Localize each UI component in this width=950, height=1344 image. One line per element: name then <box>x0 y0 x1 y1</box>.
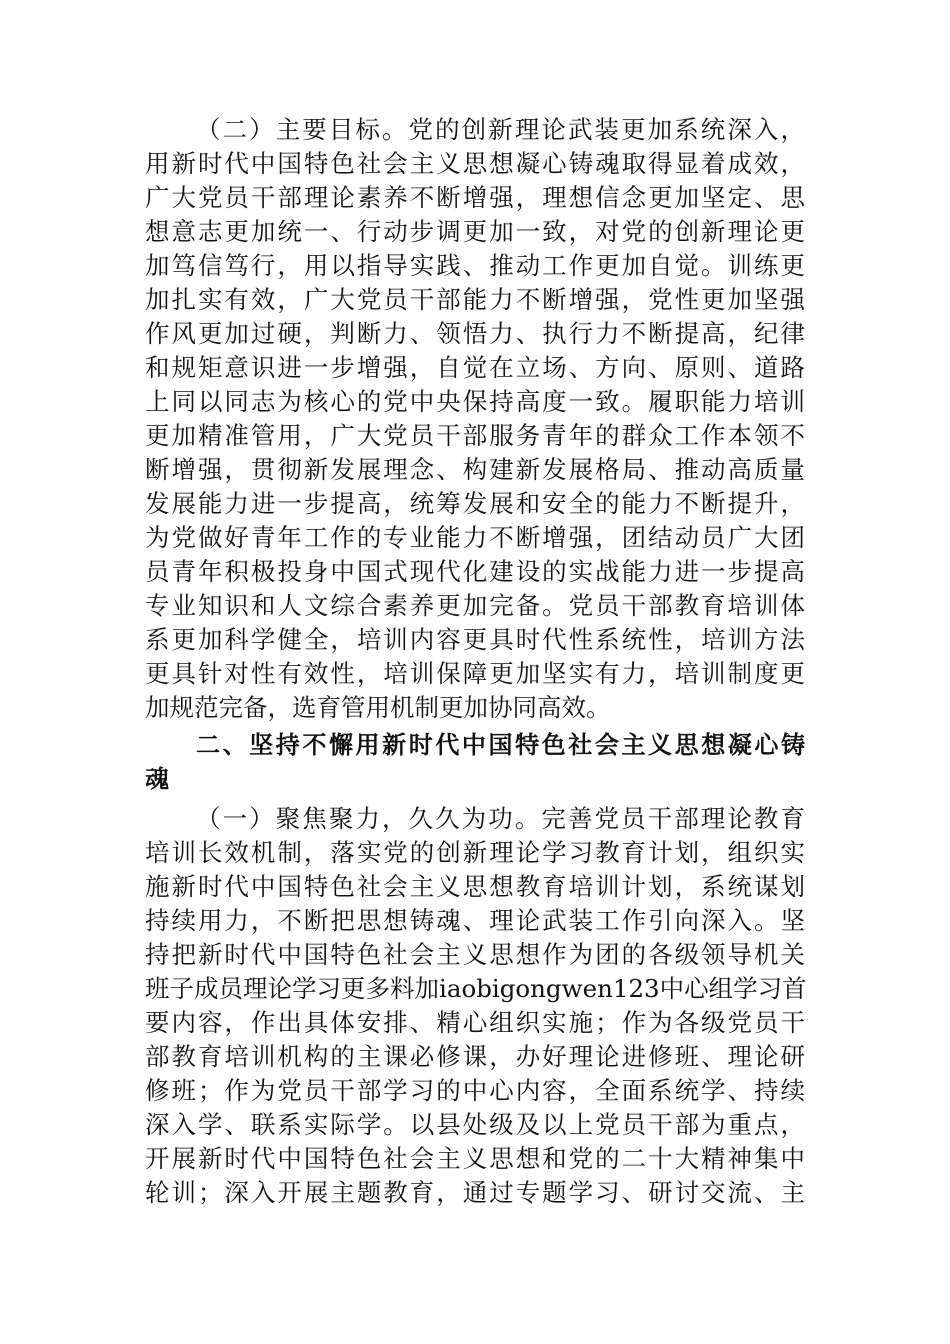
text-line: 更具针对性有效性，培训保障更加坚实有力，培训制度更 <box>145 659 805 688</box>
text-line: 系更加科学健全，培训内容更具时代性系统性，培训方法 <box>145 625 805 654</box>
text-line: 修班；作为党员干部学习的中心内容，全面系统学、持续 <box>145 1076 805 1105</box>
text-line: 加笃信笃行，用以指导实践、推动工作更加自觉。训练更 <box>145 251 805 280</box>
text-line: 培训长效机制，落实党的创新理论学习教育计划，组织实 <box>145 838 805 867</box>
text-line: 加规范完备，选育管用机制更加协同高效。 <box>145 693 611 722</box>
text-line: 开展新时代中国特色社会主义思想和党的二十大精神集中 <box>145 1144 805 1173</box>
text-line: 持续用力，不断把思想铸魂、理论武装工作引向深入。坚 <box>145 906 805 935</box>
heading-line: 二、坚持不懈用新时代中国特色社会主义思想凝心铸 <box>196 731 805 759</box>
text-line: 班子成员理论学习更多料加iaobigongwen123中心组学习首 <box>145 974 807 1003</box>
text-line: 轮训；深入开展主题教育，通过专题学习、研讨交流、主 <box>145 1178 805 1207</box>
text-line: 深入学、联系实际学。以县处级及以上党员干部为重点， <box>145 1110 805 1139</box>
text-line: 员青年积极投身中国式现代化建设的实战能力进一步提高 <box>145 557 805 586</box>
heading-line: 魂 <box>145 765 169 793</box>
text-line: 广大党员干部理论素养不断增强，理想信念更加坚定、思 <box>145 183 805 212</box>
text-line: 为党做好青年工作的专业能力不断增强，团结动员广大团 <box>145 523 805 552</box>
text-line: 发展能力进一步提高，统筹发展和安全的能力不断提升， <box>145 489 805 518</box>
text-line: 和规矩意识进一步增强，自觉在立场、方向、原则、道路 <box>145 353 805 382</box>
text-line: 作风更加过硬，判断力、领悟力、执行力不断提高，纪律 <box>145 319 805 348</box>
text-line: 用新时代中国特色社会主义思想凝心铸魂取得显着成效， <box>145 149 805 178</box>
text-line: 上同以同志为核心的党中央保持高度一致。履职能力培训 <box>145 387 805 416</box>
text-line: 专业知识和人文综合素养更加完备。党员干部教育培训体 <box>145 591 805 620</box>
text-line: 更加精准管用，广大党员干部服务青年的群众工作本领不 <box>145 421 805 450</box>
text-line: （一）聚焦聚力，久久为功。完善党员干部理论教育 <box>196 804 805 833</box>
text-line: 要内容，作出具体安排、精心组织实施；作为各级党员干 <box>145 1008 805 1037</box>
text-line: 断增强，贯彻新发展理念、构建新发展格局、推动高质量 <box>145 455 805 484</box>
text-line: 部教育培训机构的主课必修课，办好理论进修班、理论研 <box>145 1042 805 1071</box>
text-line: 持把新时代中国特色社会主义思想作为团的各级领导机关 <box>145 940 805 969</box>
text-line: （二）主要目标。党的创新理论武装更加系统深入， <box>196 115 805 144</box>
text-line: 想意志更加统一、行动步调更加一致，对党的创新理论更 <box>145 217 805 246</box>
text-line: 施新时代中国特色社会主义思想教育培训计划，系统谋划 <box>145 872 805 901</box>
text-line: 加扎实有效，广大党员干部能力不断增强，党性更加坚强 <box>145 285 805 314</box>
